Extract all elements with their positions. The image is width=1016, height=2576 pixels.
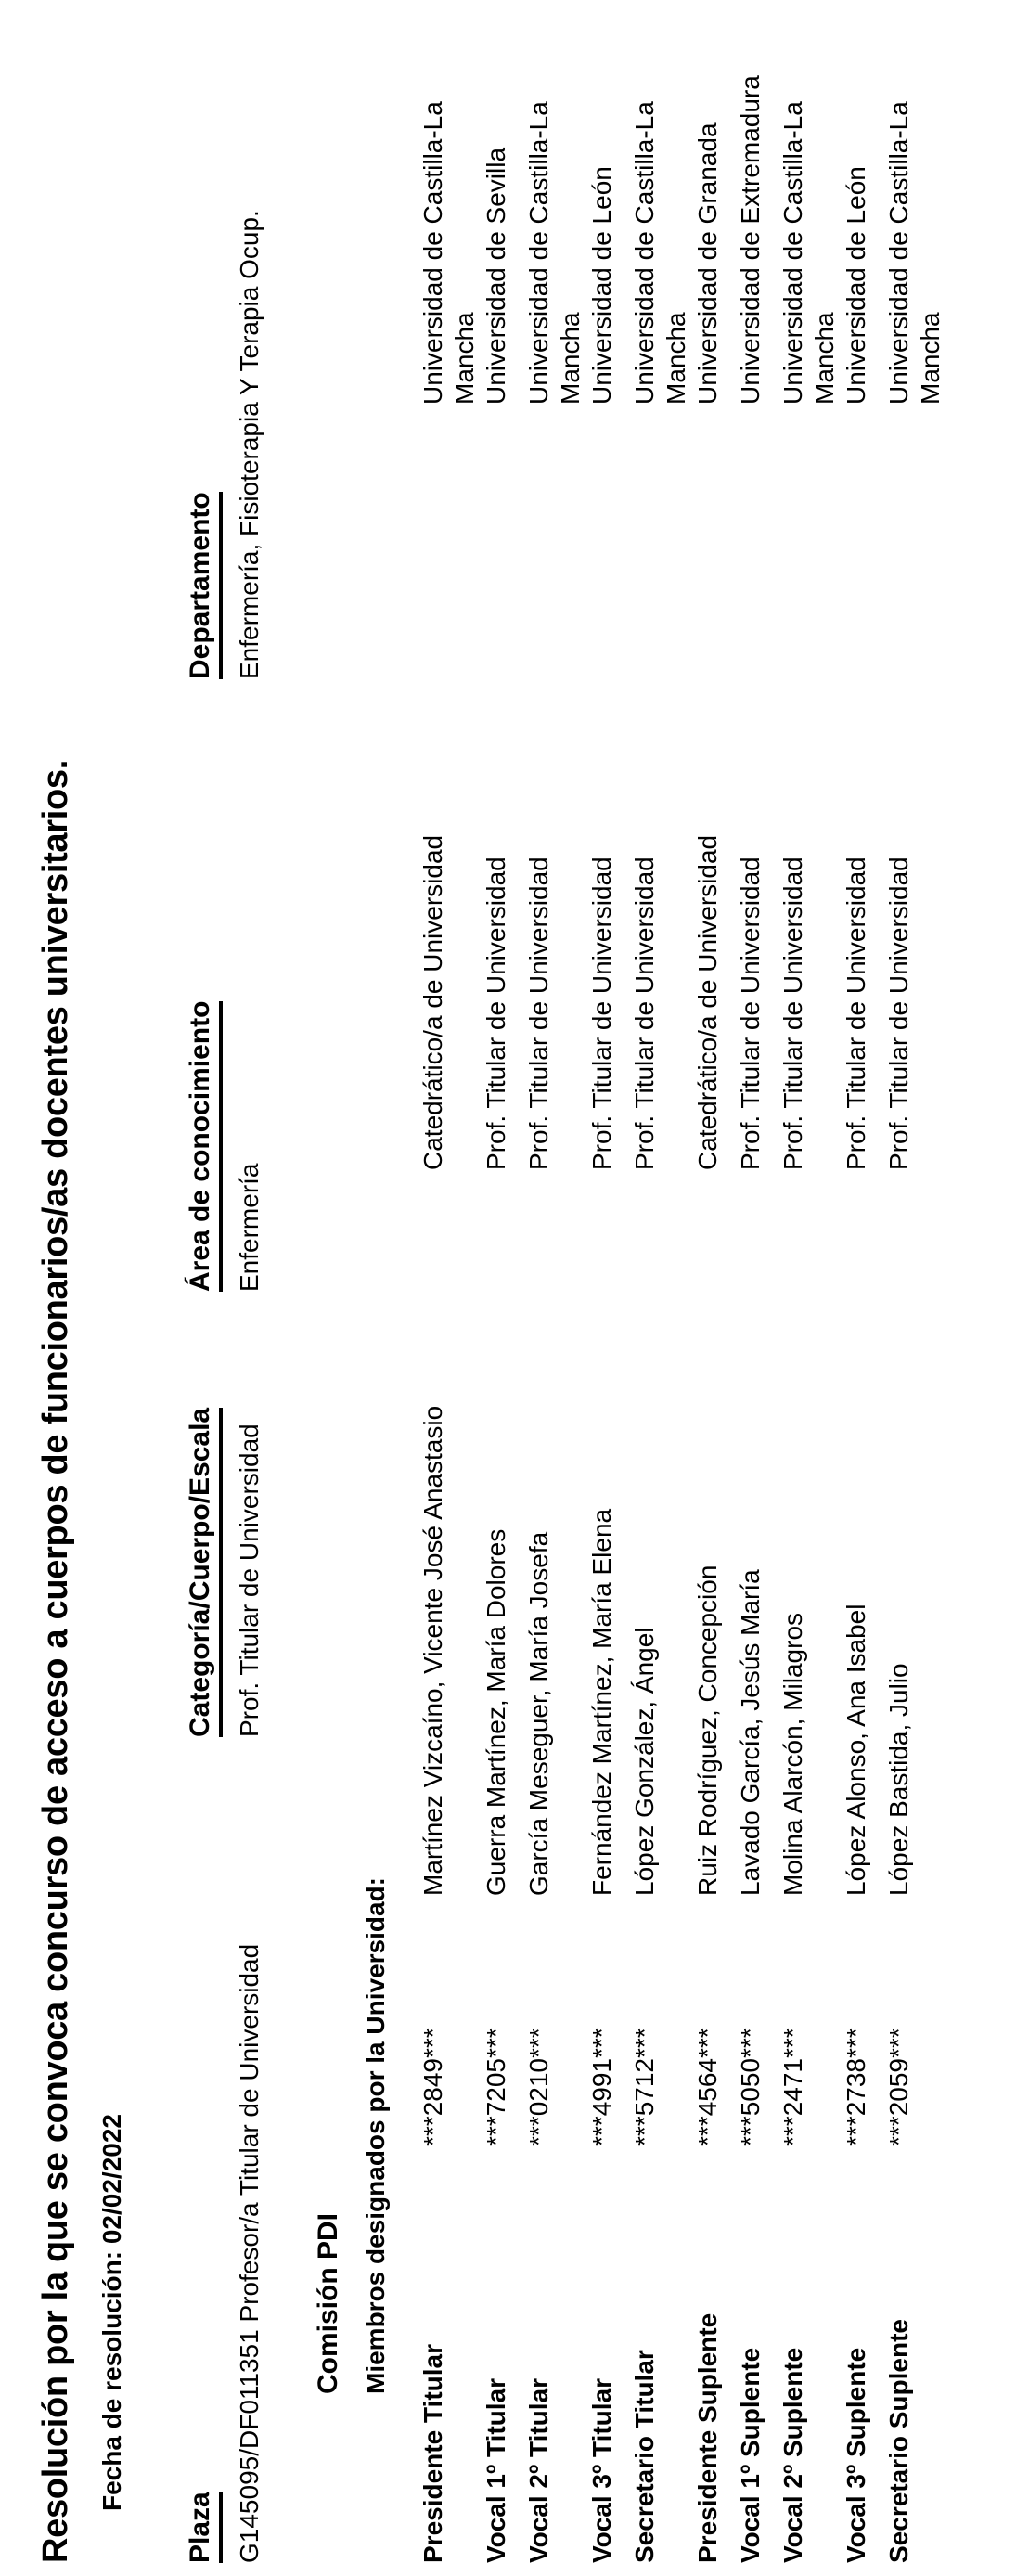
column-header-plaza: Plaza [184,1737,223,2563]
member-name: Martínez Vizcaíno, Vicente José Anastasio [418,1405,447,1896]
member-id: ***2738*** [842,2028,870,2146]
member-university: Universidad de León [587,166,616,405]
plazas-table [184,19,265,2563]
member-university: Universidad de Castilla-La Mancha [778,101,839,405]
table-row [523,19,586,2563]
member-name: López Bastida, Julio [884,1663,913,1896]
member-category: Prof. Titular de Universidad [884,857,913,1170]
member-role: Presidente Suplente [693,2312,722,2563]
member-category: Catedrático/a de Universidad [693,834,722,1170]
page-title: Resolución por la que se convoca concurso de acceso a cuerpos de funcionarios/as docentes universitarios. [36,759,75,2563]
categoria-cell: Prof. Titular de Universidad [235,1423,264,1737]
table-row [418,19,481,2563]
member-category: Prof. Titular de Universidad [630,857,659,1170]
member-university: Universidad de Castilla-La Mancha [630,101,690,405]
member-role: Secretario Titular [630,2350,659,2563]
member-category: Prof. Titular de Universidad [778,857,807,1170]
member-role: Vocal 3º Suplente [842,2347,870,2563]
member-name: López Alonso, Ana Isabel [842,1604,870,1896]
member-id: ***2849*** [418,2028,447,2146]
member-name: Guerra Martínez, María Dolores [482,1528,510,1896]
resolution-date-value: 02/02/2022 [97,2114,126,2245]
member-id: ***2059*** [884,2028,913,2146]
member-name: López González, Ángel [630,1627,659,1896]
member-role: Vocal 3º Titular [587,2377,616,2563]
table-row [481,19,523,2563]
member-id: ***2471*** [778,2028,807,2146]
miembros-heading: Miembros designados por la Universidad: [361,1876,390,2394]
table-row [629,19,692,2563]
column-header-categoria: Categoría/Cuerpo/Escala [184,1292,223,1737]
member-category: Prof. Titular de Universidad [524,857,553,1170]
table-row [841,19,883,2563]
member-role: Presidente Titular [418,2343,447,2563]
member-id: ***4564*** [693,2028,722,2146]
resolution-date-label: Fecha de resolución: [97,2250,126,2511]
member-university: Universidad de Granada [693,122,722,405]
member-category: Catedrático/a de Universidad [418,834,447,1170]
column-header-area: Área de conocimiento [184,679,223,1292]
member-university: Universidad de Sevilla [482,147,510,405]
departamento-cell: Enfermería, Fisioterapia Y Terapia Ocup. [235,210,264,679]
member-role: Vocal 1º Suplente [736,2347,765,2563]
member-id: ***5712*** [630,2028,659,2146]
plazas-table-row [234,19,265,2563]
member-id: ***0210*** [524,2028,553,2146]
member-id: ***4991*** [587,2028,616,2146]
member-role: Vocal 2º Suplente [778,2347,807,2563]
comision-heading: Comisión PDI [313,2212,343,2394]
plazas-table-header-row [184,19,223,2563]
member-university: Universidad de León [842,166,870,405]
member-university: Universidad de Extremadura [736,75,765,405]
resolution-date-line [96,19,128,2511]
member-university: Universidad de Castilla-La Mancha [524,101,585,405]
member-role: Secretario Suplente [884,2319,913,2563]
member-id: ***5050*** [736,2028,765,2146]
comision-table [418,19,946,2563]
member-category: Prof. Titular de Universidad [736,857,765,1170]
table-row [778,19,841,2563]
member-university: Universidad de Castilla-La Mancha [884,101,945,405]
member-name: Fernández Martínez, María Elena [587,1508,616,1896]
member-category: Prof. Titular de Universidad [482,857,510,1170]
table-row [883,19,946,2563]
member-category: Prof. Titular de Universidad [587,857,616,1170]
member-name: Molina Alarcón, Milagros [778,1612,807,1896]
member-name: Ruiz Rodríguez, Concepción [693,1565,722,1896]
area-cell: Enfermería [235,1163,264,1292]
member-category: Prof. Titular de Universidad [842,857,870,1170]
member-name: García Meseguer, María Josefa [524,1531,553,1896]
member-university: Universidad de Castilla-La Mancha [418,101,479,405]
member-id: ***7205*** [482,2028,510,2146]
table-row [735,19,778,2563]
member-role: Vocal 2º Titular [524,2377,553,2563]
table-row [586,19,629,2563]
plaza-cell: G145095/DF011351 Profesor/a Titular de Universidad [235,1943,264,2563]
member-name: Lavado García, Jesús María [736,1569,765,1896]
member-role: Vocal 1º Titular [482,2377,510,2563]
column-header-departamento: Departamento [184,19,223,679]
table-row [692,19,735,2563]
